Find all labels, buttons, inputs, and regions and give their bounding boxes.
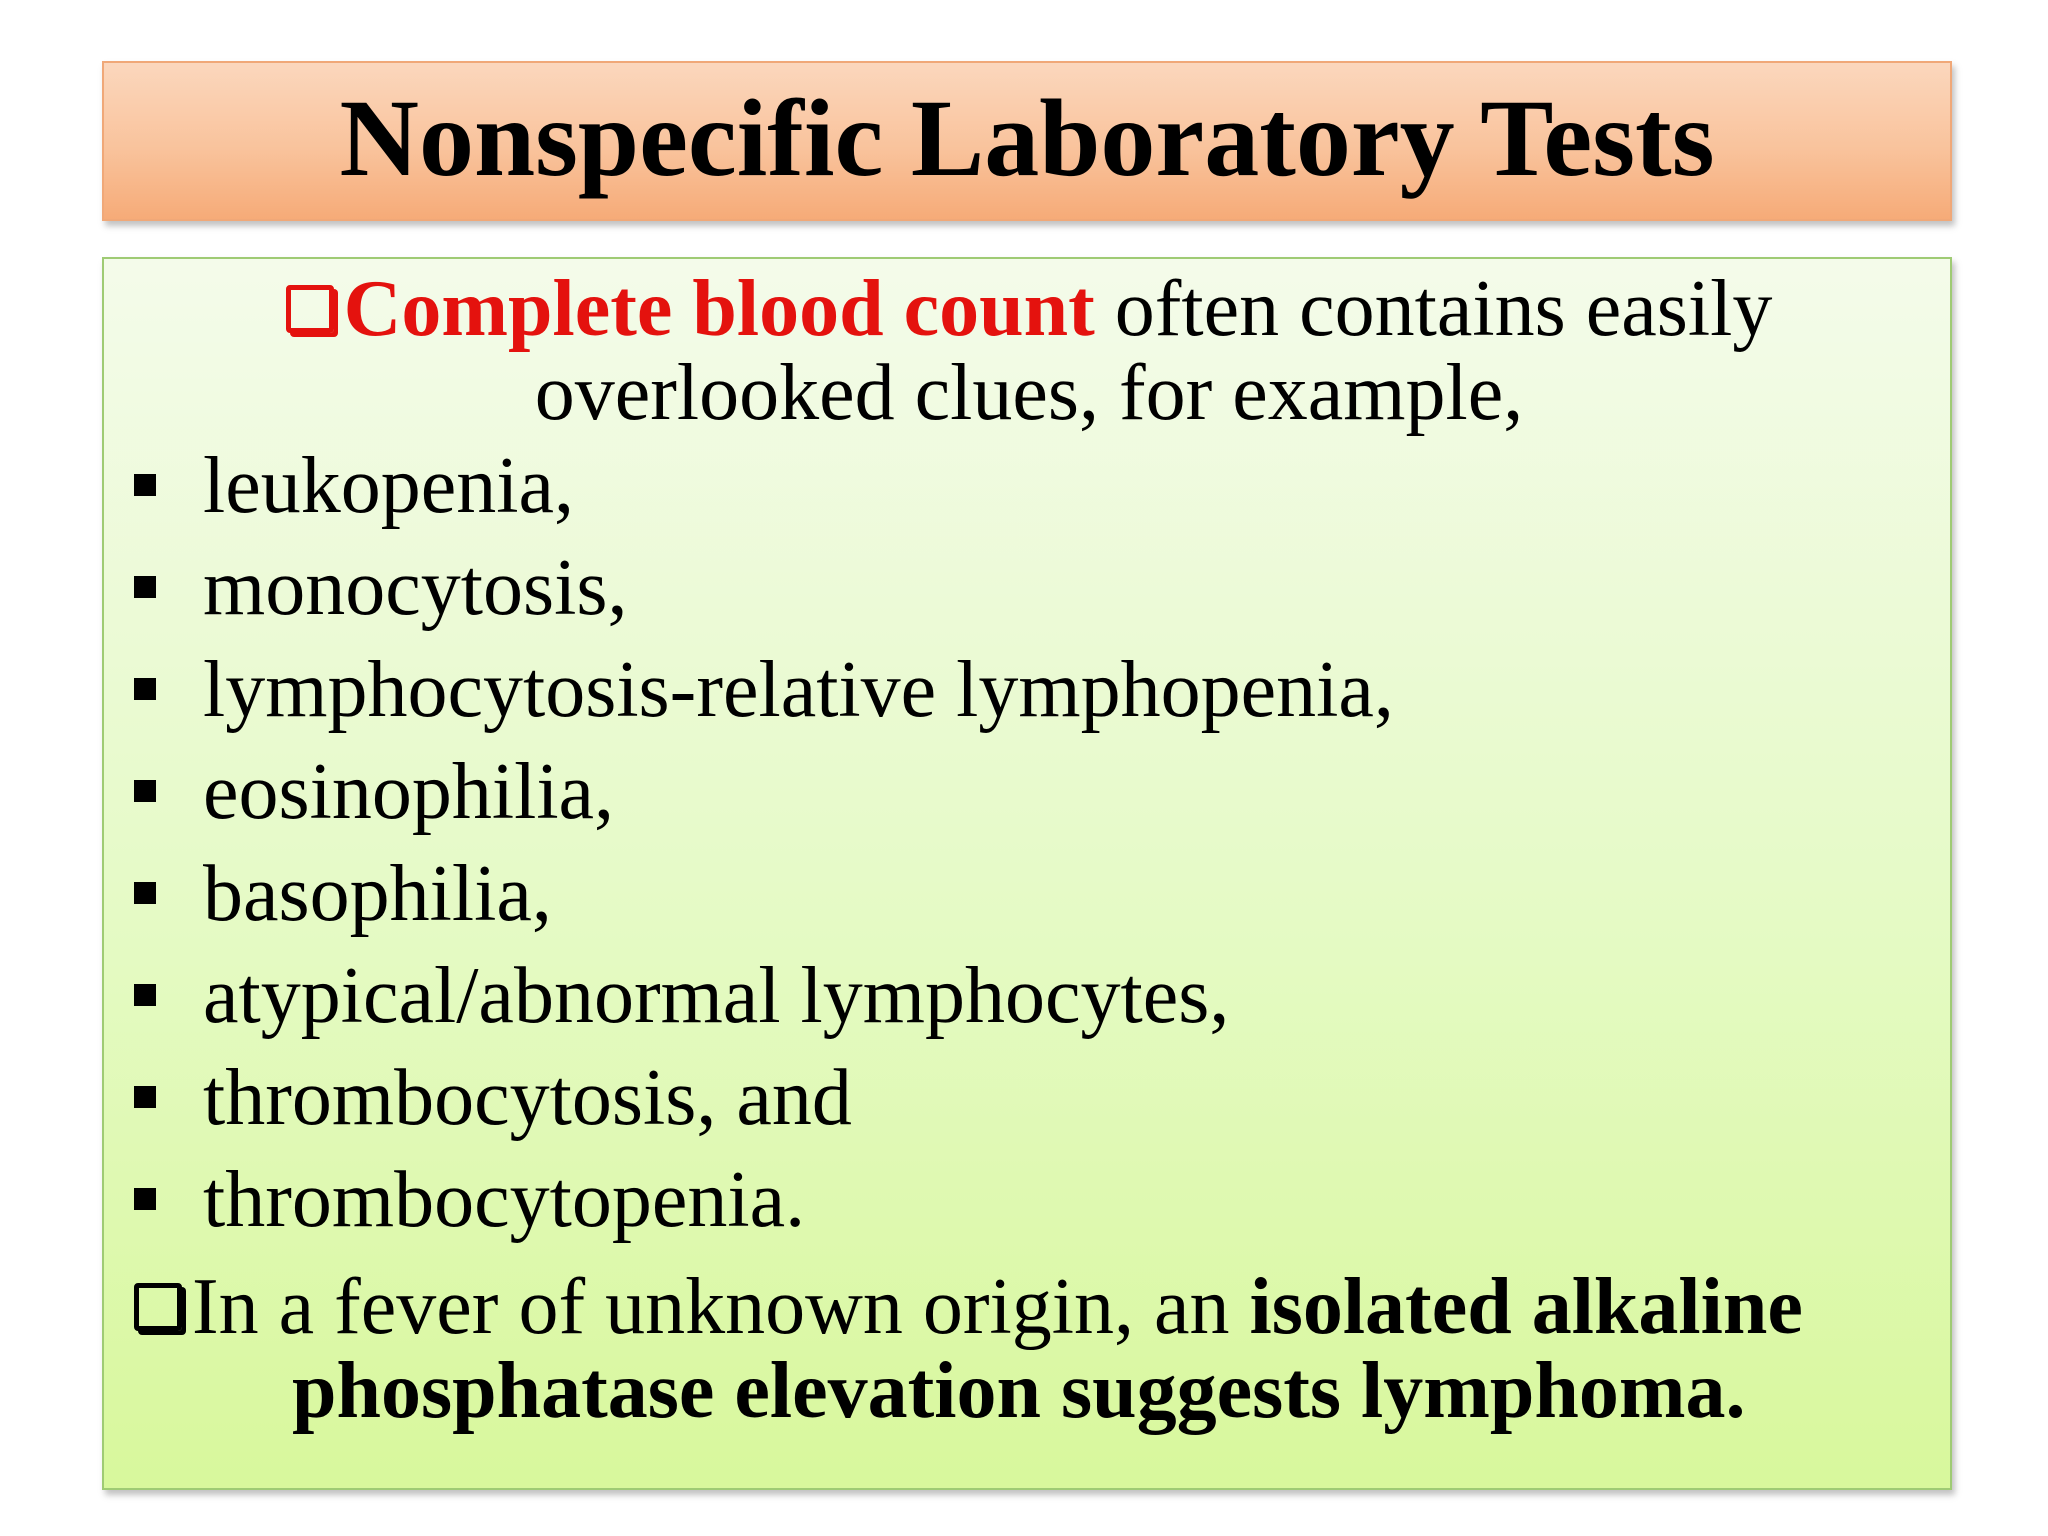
content-panel [102,257,1952,1490]
list-item-text: thrombocytopenia. [203,1156,806,1244]
closing-plain-text: In a fever of unknown origin, an [192,1263,1250,1351]
intro-line-1-text: often contains easily [1094,265,1773,353]
square-bullet-icon [134,882,156,904]
cbc-highlight: Complete blood count [343,265,1095,353]
slide-title: Nonspecific Laboratory Tests [339,77,1715,199]
list-item-text: monocytosis, [203,544,628,632]
list-item [104,945,1954,1047]
checkbox-icon [134,1283,182,1331]
square-bullet-icon [134,678,156,700]
title-banner [102,61,1952,221]
list-item [104,435,1954,537]
closing-paragraph [134,1265,1934,1433]
list-item-text: basophilia, [203,850,552,938]
list-item-text: leukopenia, [203,442,574,530]
list-item [104,1047,1954,1149]
checkbox-icon [286,285,334,333]
intro-line-2: overlooked clues, for example, [534,349,1524,437]
list-item [104,843,1954,945]
list-item-text: atypical/abnormal lymphocytes, [203,952,1230,1040]
square-bullet-icon [134,474,156,496]
finding-list [104,435,1954,1251]
intro-paragraph [104,267,1954,435]
closing-line-2: phosphatase elevation suggests lymphoma. [292,1347,1746,1435]
list-item-text: thrombocytosis, and [203,1054,852,1142]
closing-line-1 [134,1265,1934,1349]
list-item [104,741,1954,843]
list-item [104,537,1954,639]
closing-bold-text-1: isolated alkaline [1249,1263,1803,1351]
square-bullet-icon [134,780,156,802]
square-bullet-icon [134,1188,156,1210]
intro-line-1 [104,267,1954,351]
square-bullet-icon [134,984,156,1006]
square-bullet-icon [134,576,156,598]
list-item-text: eosinophilia, [203,748,615,836]
list-item [104,1149,1954,1251]
list-item-text: lymphocytosis-relative lymphopenia, [203,646,1394,734]
square-bullet-icon [134,1086,156,1108]
list-item [104,639,1954,741]
